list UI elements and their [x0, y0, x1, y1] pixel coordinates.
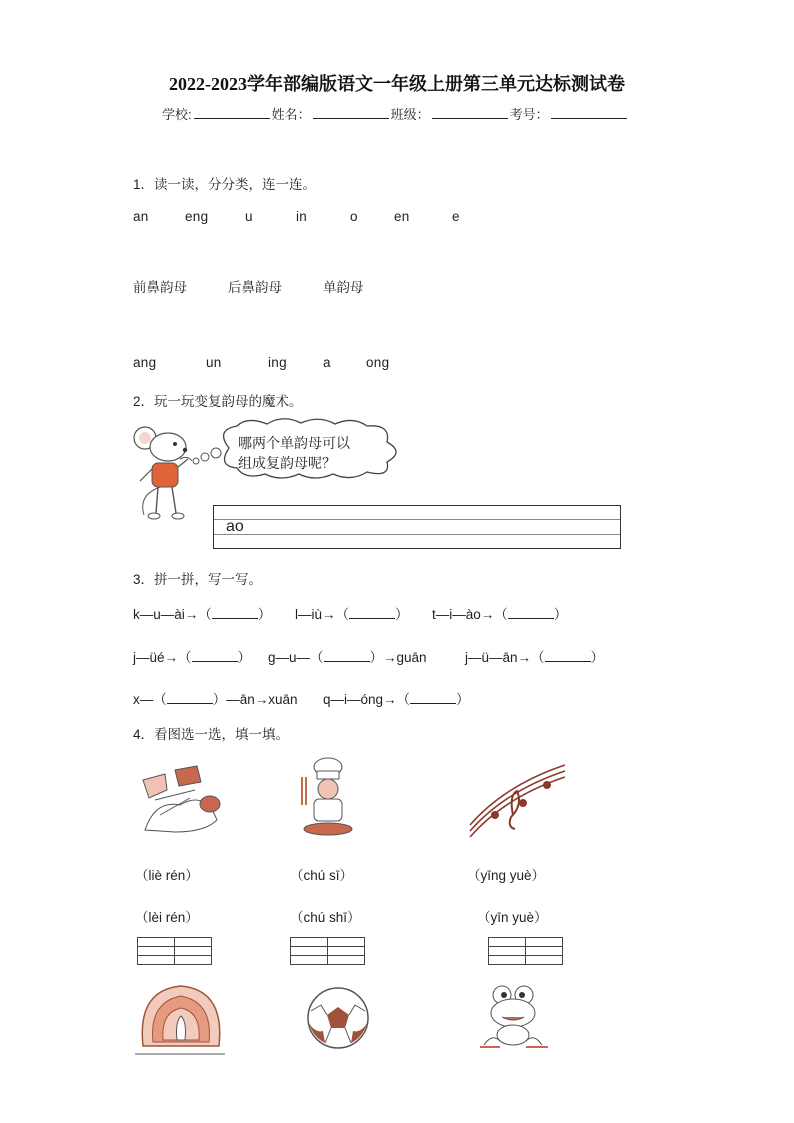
pinyin-option[interactable]: （chú sī）: [290, 868, 354, 883]
q3-item: x—（ ）—ān→xuān: [133, 692, 298, 707]
pinyin-option[interactable]: （lèi rén）: [135, 910, 199, 925]
q1-item[interactable]: an: [133, 209, 149, 224]
chef-image: [290, 755, 365, 840]
answer-blank[interactable]: [349, 607, 395, 619]
q1-item[interactable]: in: [296, 209, 308, 224]
school-label: 学校:: [162, 107, 192, 122]
writing-box[interactable]: [213, 505, 621, 549]
q3-item: q—i—óng→（ ）: [323, 692, 470, 707]
q1-item[interactable]: en: [394, 209, 410, 224]
page-title: 2022-2023学年部编版语文一年级上册第三单元达标测试卷: [169, 74, 625, 94]
q1-item[interactable]: eng: [185, 209, 209, 224]
q1-item[interactable]: ong: [366, 355, 390, 370]
pinyin-grid[interactable]: [488, 937, 563, 965]
answer-blank[interactable]: [192, 650, 238, 662]
q1-item[interactable]: ing: [268, 355, 287, 370]
q1-category[interactable]: 前鼻韵母: [133, 280, 187, 295]
answer-blank[interactable]: [545, 650, 591, 662]
q3-item: k—u—ài→（ ）: [133, 607, 272, 622]
q4-prompt: 4．看图选一选，填一填。: [133, 727, 290, 742]
soccer-ball-image: [305, 985, 371, 1051]
pinyin-grid[interactable]: [290, 937, 365, 965]
example-answer: ao: [226, 518, 244, 535]
q3-item: t—i—ào→（ ）: [432, 607, 568, 622]
exam-no-blank[interactable]: [551, 106, 627, 119]
q1-item[interactable]: o: [350, 209, 358, 224]
answer-blank[interactable]: [167, 692, 213, 704]
answer-blank[interactable]: [212, 607, 258, 619]
q1-category[interactable]: 后鼻韵母: [228, 280, 282, 295]
class-blank[interactable]: [432, 106, 508, 119]
pinyin-option[interactable]: （yīng yuè）: [467, 868, 546, 883]
bubble-line-2: 组成复韵母呢？: [238, 456, 336, 472]
class-label: 班级：: [390, 107, 430, 122]
bubble-line-1: 哪两个单韵母可以: [238, 436, 350, 452]
exam-no-label: 考号：: [509, 107, 549, 122]
student-info-line: [162, 104, 629, 123]
frog-image: [478, 983, 550, 1051]
q1-prompt: 1．读一读，分分类，连一连。: [133, 177, 317, 192]
q3-item: j—üé→（ ）: [133, 650, 252, 665]
music-image: [465, 755, 575, 840]
mouse-illustration: [130, 425, 225, 525]
answer-blank[interactable]: [508, 607, 554, 619]
q3-item: g—u—（ ）→guān: [268, 650, 427, 665]
q1-category[interactable]: 单韵母: [323, 280, 364, 295]
hunter-image: [135, 760, 225, 835]
name-label: 姓名：: [271, 107, 311, 122]
school-blank[interactable]: [194, 106, 270, 119]
q2-prompt: 2．玩一玩变复韵母的魔术。: [133, 394, 303, 409]
q3-item: j—ü—ān→（ ）: [465, 650, 605, 665]
peacock-image: [135, 980, 227, 1058]
pinyin-option[interactable]: （liè rén）: [135, 868, 199, 883]
pinyin-grid[interactable]: [137, 937, 212, 965]
q1-item[interactable]: u: [245, 209, 253, 224]
answer-blank[interactable]: [410, 692, 456, 704]
q1-item[interactable]: e: [452, 209, 460, 224]
q1-item[interactable]: un: [206, 355, 222, 370]
pinyin-option[interactable]: （chú shī）: [290, 910, 361, 925]
q3-item: l—iù→（ ）: [295, 607, 409, 622]
pinyin-option[interactable]: （yīn yuè）: [477, 910, 548, 925]
q1-item[interactable]: a: [323, 355, 331, 370]
answer-blank[interactable]: [324, 650, 370, 662]
q3-prompt: 3．拼一拼，写一写。: [133, 572, 263, 587]
name-blank[interactable]: [313, 106, 389, 119]
q1-item[interactable]: ang: [133, 355, 157, 370]
